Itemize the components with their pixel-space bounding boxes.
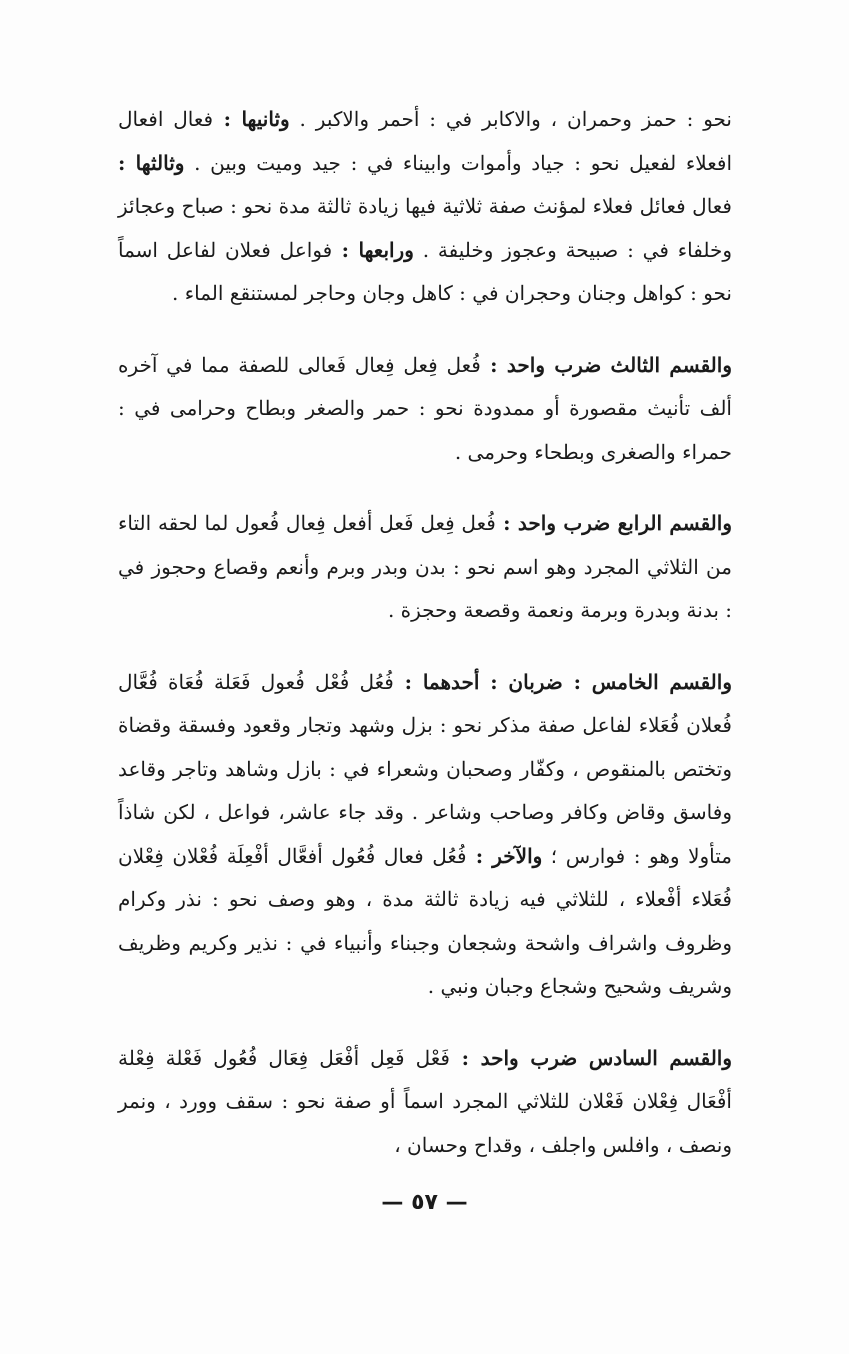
section-heading: والقسم الخامس : xyxy=(562,669,732,694)
bold-term: وثانيها : xyxy=(213,107,290,131)
text-run: فُعل فِعل فَعل أفعل فِعال فُعول لما لحقه التاء من الثلاثي المجرد وهو اسم نحو : بدن وبدر وبرم وأنعم وقصاع وحجوز في : بدنة وبدرة وبرمة ونعمة وقصعة وحجزة . xyxy=(118,511,732,622)
bold-term: ضربان : أحدهما : xyxy=(393,669,563,694)
paragraph-5 xyxy=(118,1037,732,1168)
section-heading: والقسم السادس ضرب واحد : xyxy=(449,1045,732,1070)
section-heading: والقسم الرابع ضرب واحد : xyxy=(495,511,732,535)
text-run: فعال فعائل فعلاء لمؤنث صفة ثلاثية فيها زيادة ثالثة مدة نحو : صباح وعجائز وخلفاء في : صبيحة وعجوز وخليفة . xyxy=(118,194,732,262)
bold-term: والآخر : xyxy=(466,843,543,868)
paragraph-2 xyxy=(118,344,732,475)
text-run: فُعُل فُعْل فُعول فَعَلة فُعَاة فُعَّال فُعلان فُعَلاء لفاعل صفة مذكر نحو : بزل وشهد وتجار وقعود وفسقة وقضاة وتختص بالمنقوص ، وكفّار وصحبان وشعراء في : بازل وشاهد وتاجر وقاعد وفاسق وقاض وكافر وصاحب وشاعر . وقد جاء عاشر، فواعل ، لكن شاذاً متأولا وهو : فوارس ؛ xyxy=(118,669,732,868)
paragraph-4 xyxy=(118,661,732,1009)
paragraph-3 xyxy=(118,502,732,633)
text-run: فواعل فعلان لفاعل اسماً نحو : كواهل وجنان وحجران في : كاهل وجان وحاجر لمستنقع الماء . xyxy=(118,237,732,305)
text-run: فعال افعال افعلاء لفعيل نحو : جياد وأموات وابيناء في : جيد وميت وبين . xyxy=(118,107,732,175)
page-number: — ٥٧ — xyxy=(381,1190,468,1215)
section-heading: والقسم الثالث ضرب واحد : xyxy=(480,352,732,377)
text-run: فَعْل فَعِل أفْعَل فِعَال فُعُول فَعْلة فِعْلة أفْعَال فِعْلان فَعْلان للثلاثي المجرد اسماً أو صفة نحو : سقف وورد ، ونمر ونصف ، وافلس واجلف ، وقداح وحسان ، xyxy=(118,1045,732,1157)
text-run: نحو : حمز وحمران ، والاكابر في : أحمر والاكبر . xyxy=(289,107,732,131)
text-run: فُعُل فعال فُعُول أفعَّال أفْعِلَة فُعْلان فِعْلان فُعَلاء أفْعلاء ، للثلاثي فيه زيادة ثالثة مدة ، وهو وصف نحو : نذر وكرام وظروف واشراف واشحة وشجعان وجبناء وأنبياء في : نذير وكريم وظريف وشريف وشحيح وشجاع وجبان ونبي . xyxy=(118,843,732,998)
bold-term: ورابعها : xyxy=(332,237,414,262)
page-body xyxy=(118,98,732,1195)
paragraph-1 xyxy=(118,98,732,316)
bold-term: وثالثها : xyxy=(118,150,185,175)
text-run: فُعل فِعل فِعال فَعالى للصفة مما في آخره ألف تأنيث مقصورة أو ممدودة نحو : حمر والصغر وبطاح وحرامى في : حمراء والصغرى وبطحاء وحرمى . xyxy=(118,352,732,464)
